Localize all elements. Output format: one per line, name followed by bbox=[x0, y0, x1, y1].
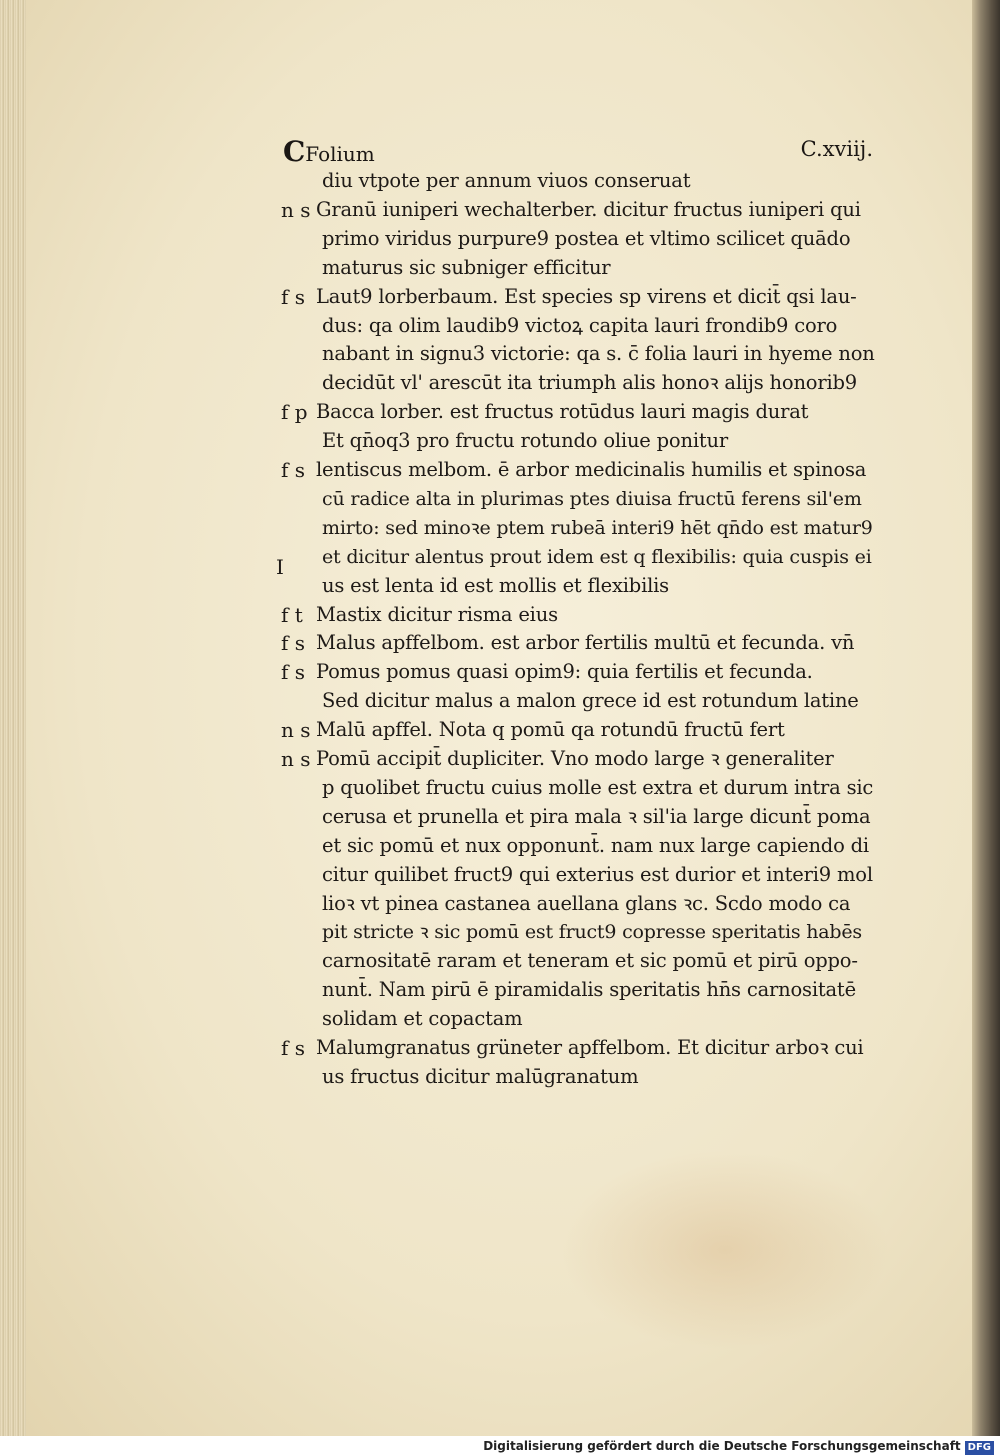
credit-text: Digitalisierung gefördert durch die Deutsche Forschungsgemeinschaft bbox=[483, 1439, 961, 1453]
text-line: Pomus pomus quasi opim9: quia fertilis et fecunda. bbox=[316, 660, 813, 684]
text-line: maturus sic subniger efficitur bbox=[322, 255, 611, 279]
running-head bbox=[283, 135, 375, 168]
dfg-logo: DFG bbox=[965, 1441, 994, 1455]
footer-credit bbox=[0, 1436, 1000, 1456]
text-line: Malū apffel. Nota q pomū qa rotundū fructū fert bbox=[316, 718, 785, 742]
text-line: decidūt vl' arescūt ita triumph alis honoꝛ alijs honorib9 bbox=[322, 371, 857, 395]
text-line: diu vtpote per annum viuos conseruat bbox=[322, 169, 691, 192]
margin-marker: n s bbox=[281, 718, 311, 743]
text-line: Pomū accipit̄ dupliciter. Vno modo large ꝛ generaliter bbox=[316, 747, 834, 770]
margin-marker: n s bbox=[281, 197, 311, 222]
text-line: cerusa et prunella et pira mala ꝛ sil'ia large dicunt̄ poma bbox=[322, 804, 871, 828]
binding-edge bbox=[972, 0, 1000, 1436]
text-line: et dicitur alentus prout idem est q flexibilis: quia cuspis ei bbox=[322, 545, 872, 568]
text-line: citur quilibet fruct9 qui exterius est durior et interi9 mol bbox=[322, 862, 873, 886]
margin-marker: n s bbox=[281, 747, 311, 771]
text-line: lioꝛ vt pinea castanea auellana glans ꝛc. Scdo modo ca bbox=[322, 891, 851, 915]
folium-label: Folium bbox=[305, 142, 375, 166]
page-header bbox=[283, 135, 873, 169]
text-line: us fructus dicitur malūgranatum bbox=[322, 1064, 639, 1088]
margin-marker: f s bbox=[281, 284, 306, 309]
text-line: dus: qa olim laudib9 victoꝝ capita lauri frondib9 coro bbox=[322, 313, 838, 337]
text-line: solidam et copactam bbox=[322, 1007, 523, 1031]
stray-margin-mark: I bbox=[276, 555, 284, 579]
text-line: et sic pomū et nux opponunt̄. nam nux large capiendo di bbox=[322, 833, 869, 857]
margin-marker: f s bbox=[281, 1036, 306, 1060]
text-line: Bacca lorber. est fructus rotūdus lauri magis durat bbox=[316, 400, 809, 424]
text-line: p quolibet fructu cuius molle est extra et durum intra sic bbox=[322, 775, 874, 799]
text-line: Mastix dicitur risma eius bbox=[316, 602, 558, 626]
text-line: Et qn̄oq3 pro fructu rotundo oliue ponitur bbox=[322, 429, 728, 453]
water-stain bbox=[560, 1150, 890, 1350]
margin-marker: f s bbox=[281, 458, 306, 482]
text-line: mirto: sed minoꝛe ptem rubeā interi9 hēt qn̄do est matur9 bbox=[322, 516, 873, 539]
page-stack-edge bbox=[0, 0, 26, 1436]
text-line: pit stricte ꝛ sic pomū est fruct9 copresse speritatis habēs bbox=[322, 921, 862, 944]
margin-marker: f s bbox=[281, 631, 306, 656]
text-line: lentiscus melbom. ē arbor medicinalis humilis et spinosa bbox=[316, 458, 867, 481]
margin-marker: f p bbox=[281, 400, 308, 425]
text-line: cū radice alta in plurimas ptes diuisa fructū ferens sil'em bbox=[322, 487, 862, 510]
text-line: primo viridus purpure9 postea et vltimo scilicet quādo bbox=[322, 226, 851, 250]
text-line: Granū iuniperi wechalterber. dicitur fructus iuniperi qui bbox=[316, 197, 861, 221]
text-line: carnositatē raram et teneram et sic pomū et pirū oppo- bbox=[322, 949, 858, 973]
text-line: nunt̄. Nam pirū ē piramidalis speritatis hn̄s carnositatē bbox=[322, 978, 856, 1002]
folio-number: C.xviij. bbox=[800, 137, 873, 161]
text-line: Malus apffelbom. est arbor fertilis multū et fecunda. vn̄ bbox=[316, 631, 855, 655]
text-line: Malumgranatus grüneter apffelbom. Et dicitur arboꝛ cui bbox=[316, 1036, 864, 1059]
margin-marker: f s bbox=[281, 660, 306, 685]
rubric-mark: C bbox=[283, 135, 306, 168]
text-line: Sed dicitur malus a malon grece id est rotundum latine bbox=[322, 689, 859, 713]
text-line: nabant in signu3 victorie: qa s. c̄ folia lauri in hyeme non bbox=[322, 342, 875, 366]
text-line: Laut9 lorberbaum. Est species sp virens et dicit̄ qsi lau- bbox=[316, 284, 857, 308]
margin-marker: f t bbox=[281, 602, 303, 627]
text-line: us est lenta id est mollis et flexibilis bbox=[322, 573, 669, 597]
